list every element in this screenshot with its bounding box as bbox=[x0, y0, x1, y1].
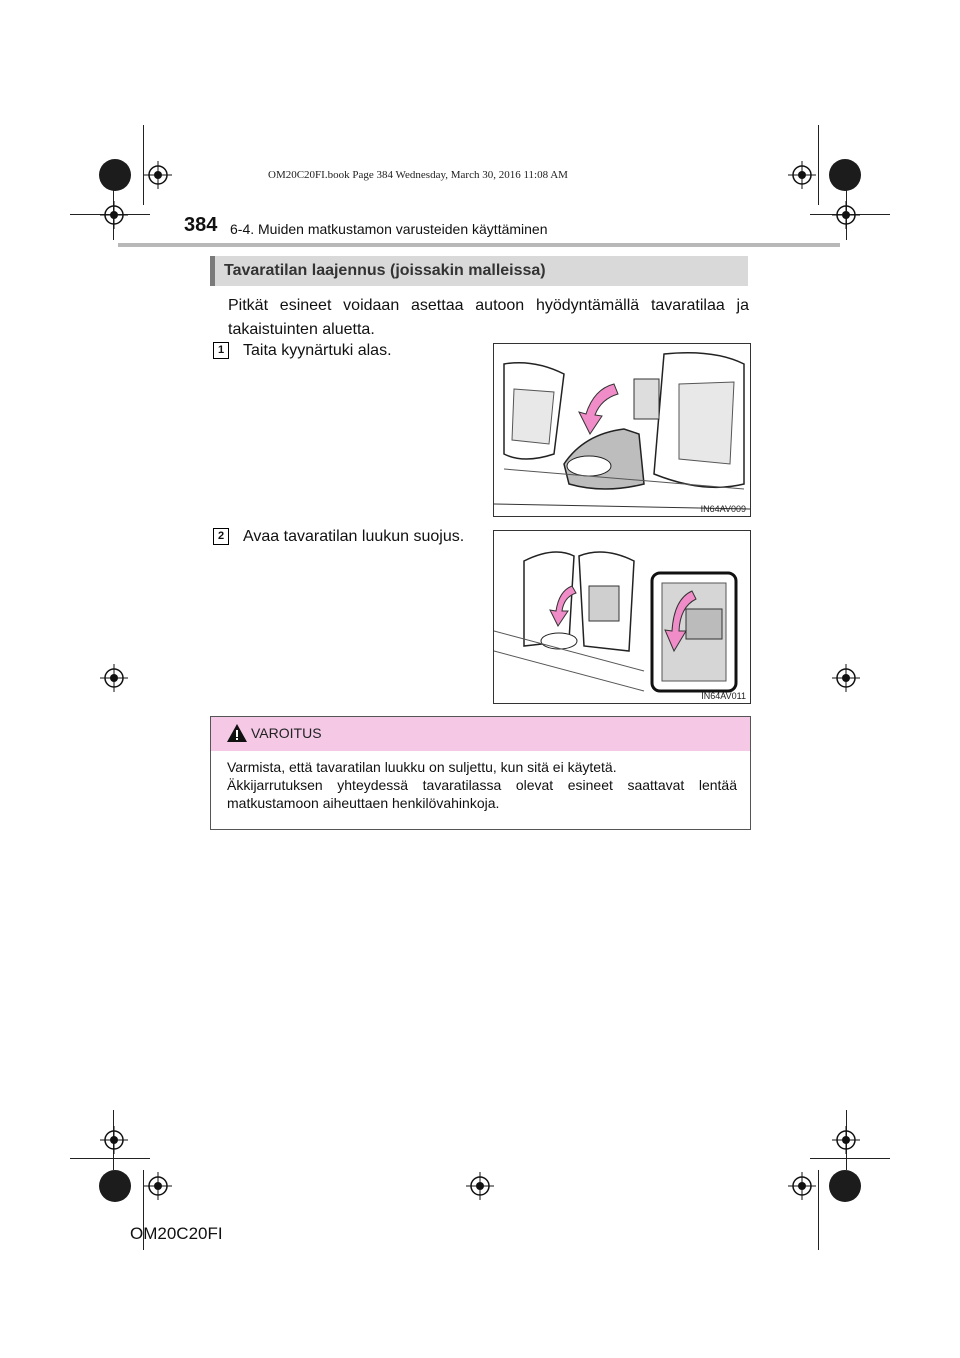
footer-code: OM20C20FI bbox=[130, 1224, 223, 1243]
intro-paragraph: Pitkät esineet voidaan asettaa autoon hyödyntämällä tavaratilaa ja takaistuinten aluetta. bbox=[228, 297, 749, 338]
warning-title: VAROITUS bbox=[251, 725, 322, 741]
section-title: Tavaratilan laajennus (joissakin malleissa) bbox=[224, 262, 546, 279]
sunburst-mark-icon bbox=[99, 1170, 131, 1202]
armrest-illustration bbox=[494, 344, 750, 516]
trunk-cover-illustration bbox=[494, 531, 750, 703]
registration-mark-icon bbox=[100, 1126, 128, 1154]
registration-mark-icon bbox=[100, 664, 128, 692]
step-text-1: Taita kyynärtuki alas. bbox=[243, 342, 392, 359]
step-number-2: 2 bbox=[213, 528, 229, 545]
warning-line-2: Äkkijarrutuksen yhteydessä tavaratilassa olevat esineet saattavat lentää matkustamoon aiheuttaen henkilövahinkoja. bbox=[227, 777, 737, 811]
curved-arrow-icon bbox=[550, 586, 576, 626]
warning-text bbox=[227, 758, 737, 812]
warning-box bbox=[210, 716, 751, 830]
warning-header bbox=[211, 717, 750, 751]
figure-code-2: IN64AV011 bbox=[701, 691, 746, 701]
figure-trunk-cover bbox=[493, 530, 751, 704]
header-rule bbox=[118, 243, 840, 247]
warning-triangle-icon bbox=[226, 723, 248, 743]
registration-mark-icon bbox=[832, 1126, 860, 1154]
curved-arrow-icon bbox=[579, 384, 618, 434]
registration-mark-icon bbox=[144, 1172, 172, 1200]
step-text-2: Avaa tavaratilan luukun suojus. bbox=[243, 528, 465, 545]
warning-line-1: Varmista, että tavaratilan luukku on suljettu, kun sitä ei käytetä. bbox=[227, 759, 617, 775]
sunburst-mark-icon bbox=[99, 159, 131, 191]
chapter-title: 6-4. Muiden matkustamon varusteiden käyttäminen bbox=[230, 221, 548, 237]
figure-armrest bbox=[493, 343, 751, 517]
section-heading-bar bbox=[210, 256, 748, 286]
section-accent bbox=[210, 256, 215, 286]
registration-mark-icon bbox=[788, 161, 816, 189]
registration-mark-icon bbox=[832, 201, 860, 229]
figure-code-1: IN64AV009 bbox=[700, 504, 746, 514]
page-number: 384 bbox=[184, 214, 218, 236]
sunburst-mark-icon bbox=[829, 1170, 861, 1202]
registration-mark-icon bbox=[100, 201, 128, 229]
book-info: OM20C20FI.book Page 384 Wednesday, March 30, 2016 11:08 AM bbox=[268, 169, 568, 181]
registration-mark-icon bbox=[788, 1172, 816, 1200]
step-number-1: 1 bbox=[213, 342, 229, 359]
registration-mark-icon bbox=[144, 161, 172, 189]
registration-mark-icon bbox=[832, 664, 860, 692]
sunburst-mark-icon bbox=[829, 159, 861, 191]
registration-mark-icon bbox=[466, 1172, 494, 1200]
